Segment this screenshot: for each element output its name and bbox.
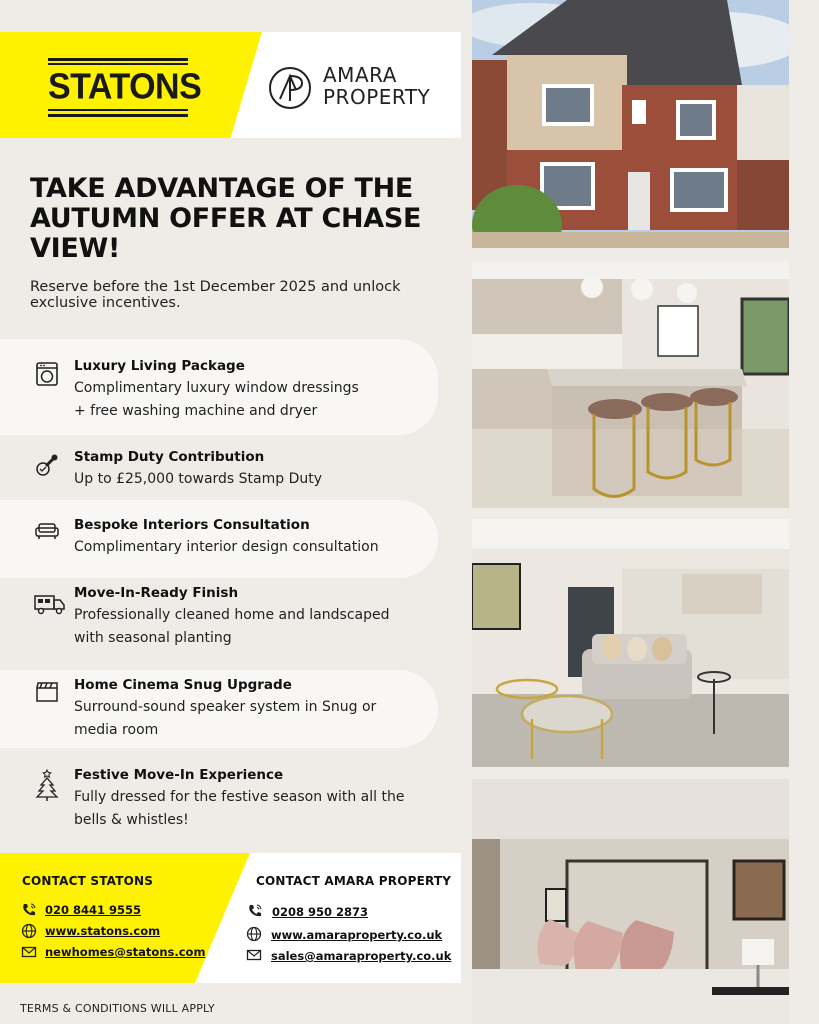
- globe-icon: [246, 926, 262, 942]
- kitchen-photo: [472, 261, 789, 508]
- amara-website-link[interactable]: www.amaraproperty.co.uk: [271, 928, 443, 942]
- bedroom-photo: [472, 779, 789, 1024]
- benefit-title: Home Cinema Snug Upgrade: [74, 677, 292, 693]
- christmas-tree-icon: [34, 768, 60, 802]
- terms-note: TERMS & CONDITIONS WILL APPLY: [20, 1002, 215, 1015]
- benefit-description: Fully dressed for the festive season with all the bells & whistles!: [74, 789, 405, 828]
- amara-logo-mark: [268, 66, 312, 110]
- amara-phone-link[interactable]: 0208 950 2873: [272, 905, 369, 919]
- statons-logo-text: STATONS: [48, 67, 202, 107]
- contact-amara-heading: CONTACT AMARA PROPERTY: [256, 874, 452, 888]
- email-icon: [21, 944, 37, 960]
- headline: TAKE ADVANTAGE OF THE AUTUMN OFFER AT CHASE VIEW!: [30, 173, 422, 264]
- right-margin: [800, 0, 819, 1024]
- benefit-title: Bespoke Interiors Consultation: [74, 517, 310, 533]
- contact-statons-heading: CONTACT STATONS: [22, 874, 154, 888]
- amara-logo-line1: AMARA: [323, 63, 397, 87]
- phone-icon: [21, 902, 37, 918]
- statons-email-link[interactable]: newhomes@statons.com: [45, 945, 206, 959]
- house-exterior-photo: [472, 0, 789, 248]
- moving-truck-icon: [34, 590, 66, 616]
- benefit-title: Move-In-Ready Finish: [74, 585, 239, 601]
- amara-email-link[interactable]: sales@amaraproperty.co.uk: [271, 949, 452, 963]
- living-room-photo: [472, 519, 789, 767]
- stamp-icon: [34, 452, 60, 478]
- benefit-title: Stamp Duty Contribution: [74, 449, 265, 465]
- washing-machine-icon: [34, 361, 60, 387]
- benefit-description: Complimentary interior design consultation: [74, 539, 379, 555]
- phone-icon: [247, 903, 263, 919]
- benefit-description: Surround-sound speaker system in Snug or media room: [74, 699, 377, 738]
- sofa-icon: [34, 517, 60, 543]
- email-icon: [246, 947, 262, 963]
- amara-logo-line2: PROPERTY: [323, 85, 431, 109]
- benefit-description: Professionally cleaned home and landscaped with seasonal planting: [74, 607, 390, 646]
- benefit-description: Up to £25,000 towards Stamp Duty: [74, 471, 323, 487]
- benefit-description: Complimentary luxury window dressings + free washing machine and dryer: [74, 380, 359, 419]
- amara-logo-text: [323, 64, 430, 108]
- benefit-title: Luxury Living Package: [74, 358, 245, 374]
- statons-website-link[interactable]: www.statons.com: [45, 924, 161, 938]
- clapperboard-icon: [34, 678, 60, 704]
- benefit-title: Festive Move-In Experience: [74, 767, 284, 783]
- subtext: Reserve before the 1st December 2025 and unlock exclusive incentives.: [30, 279, 401, 311]
- statons-logo: [48, 58, 202, 118]
- statons-phone-link[interactable]: 020 8441 9555: [45, 903, 142, 917]
- globe-icon: [21, 923, 37, 939]
